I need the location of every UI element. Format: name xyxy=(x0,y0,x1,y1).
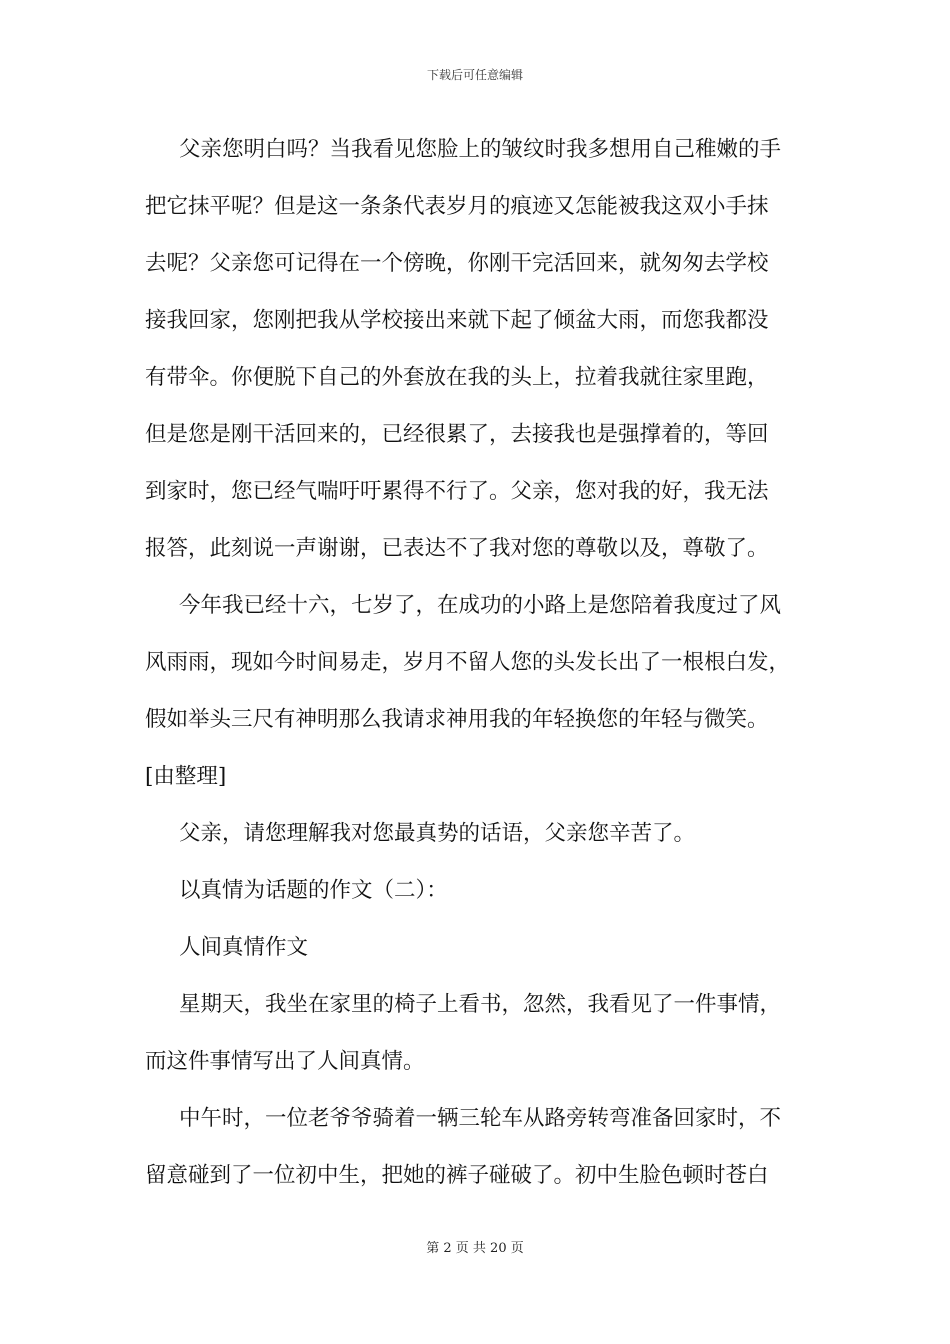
page-header: 下载后可任意编辑 xyxy=(426,68,523,82)
text-line: 星期天，我坐在家里的椅子上看书，忽然，我看见了一件事情， xyxy=(179,992,782,1017)
page-number: 第 2 页 共 20 页 xyxy=(426,1241,524,1256)
text-line: 今年我已经十六，七岁了，在成功的小路上是您陪着我度过了风 xyxy=(179,593,782,618)
text-line: 假如举头三尺有神明那么我请求神用我的年轻换您的年轻与微笑。 xyxy=(145,707,769,732)
text-line: 去呢？父亲您可记得在一个傍晚，你刚干完活回来，就匆匆去学校 xyxy=(145,251,769,276)
text-line: 风雨雨，现如今时间易走，岁月不留人您的头发长出了一根根白发， xyxy=(145,650,791,675)
text-line: 父亲您明白吗？当我看见您脸上的皱纹时我多想用自己稚嫩的手 xyxy=(179,137,782,162)
text-line: 而这件事情写出了人间真情。 xyxy=(145,1049,425,1074)
text-line: 接我回家，您刚把我从学校接出来就下起了倾盆大雨，而您我都没 xyxy=(145,308,769,333)
text-line: 但是您是刚干活回来的，已经很累了，去接我也是强撑着的，等回 xyxy=(145,422,769,447)
text-line: 中午时，一位老爷爷骑着一辆三轮车从路旁转弯准备回家时，不 xyxy=(179,1106,782,1131)
text-line: 到家时，您已经气喘吁吁累得不行了。父亲，您对我的好，我无法 xyxy=(145,479,769,504)
text-line: 父亲，请您理解我对您最真势的话语，父亲您辛苦了。 xyxy=(179,821,696,846)
section-heading: 以真情为话题的作文（二）： xyxy=(179,878,448,903)
text-line: 把它抹平呢？但是这一条条代表岁月的痕迹又怎能被我这双小手抹 xyxy=(145,194,769,219)
text-line: [由整理] xyxy=(145,764,227,789)
text-line: 有带伞。你便脱下自己的外套放在我的头上，拉着我就往家里跑， xyxy=(145,365,769,390)
text-line: 留意碰到了一位初中生，把她的裤子碰破了。初中生脸色顿时苍白 xyxy=(145,1163,769,1188)
section-title: 人间真情作文 xyxy=(179,935,309,960)
text-line: 报答，此刻说一声谢谢，已表达不了我对您的尊敬以及，尊敬了。 xyxy=(145,536,769,561)
